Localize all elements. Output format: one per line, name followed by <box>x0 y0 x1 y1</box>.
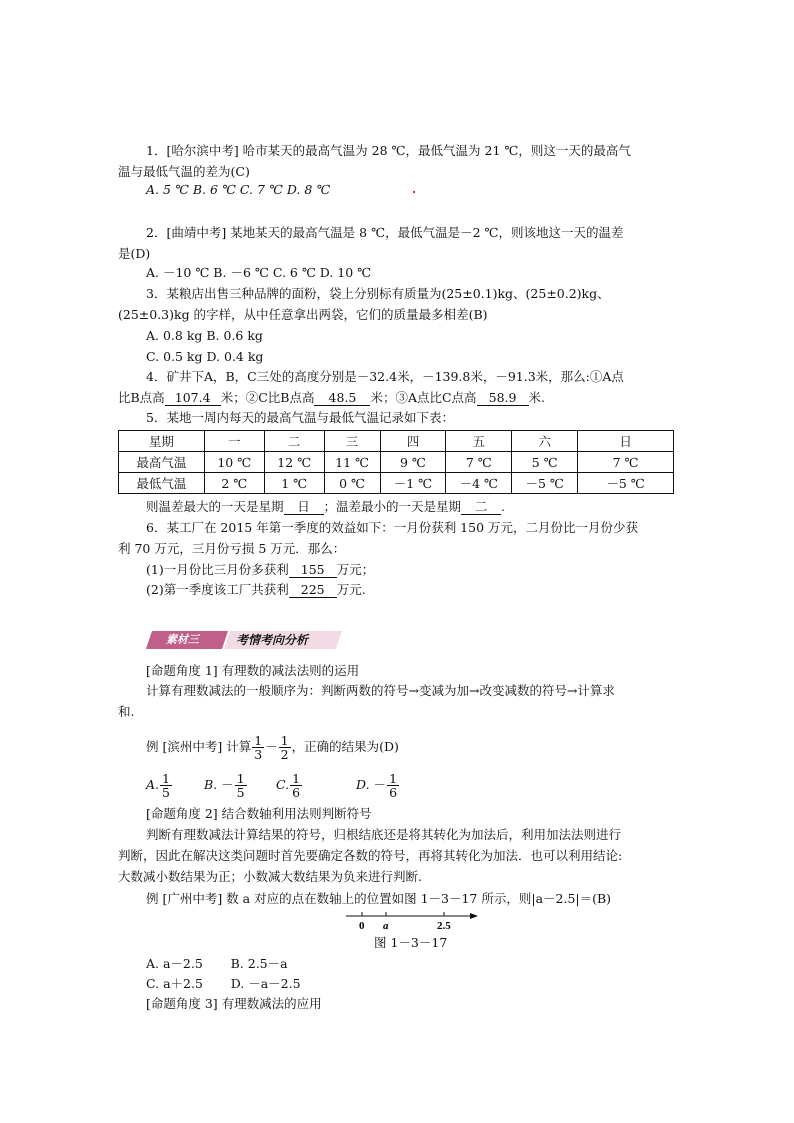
q6-sub1-answer: 155 <box>289 563 337 578</box>
q5-answer-1: 日 <box>284 500 324 515</box>
q1-line1: 1．[哈尔滨中考] 哈市某天的最高气温为 28 ℃，最低气温为 21 ℃，则这一天的最高气 <box>146 143 631 158</box>
table-cell: 星期 <box>119 431 205 452</box>
q4-answer-3: 58.9 <box>477 391 529 406</box>
q5-text-1: 则温差最大的一天是星期 <box>146 499 284 514</box>
angle2-example: 例 [广州中考] 数 a 对应的点在数轴上的位置如图 1－3－17 所示，则|a－2.5|＝(B) <box>146 891 612 906</box>
figure-caption: 图 1－3－17 <box>374 935 448 950</box>
table-cell: 10 ℃ <box>204 452 264 473</box>
q5-answer-line <box>146 499 505 515</box>
option-label: B. <box>204 777 218 792</box>
q6-sub2-suffix: 万元. <box>336 582 366 597</box>
table-cell: 11 ℃ <box>324 452 380 473</box>
q5-answer-2: 二 <box>461 500 501 515</box>
angle1-option-a <box>146 772 173 799</box>
q6-line1: 6．某工厂在 2015 年第一季度的效益如下：一月份获利 150 万元，二月份比一月份少获 <box>146 520 639 535</box>
table-row-high <box>119 452 674 473</box>
fraction-numerator: 1 <box>236 771 245 786</box>
fraction-denominator: 5 <box>236 785 245 800</box>
q4-answer-1: 107.4 <box>165 391 221 406</box>
angle2-options1: A. a－2.5 B. 2.5－a <box>146 956 288 971</box>
q4-line2 <box>118 390 545 406</box>
table-cell: 二 <box>264 431 324 452</box>
q2-line1: 2．[曲靖中考] 某地某天的最高气温是 8 ℃，最低气温是－2 ℃，则该地这一天的温差 <box>146 225 624 240</box>
option-sign: － <box>373 777 387 792</box>
q4-answer-2: 48.5 <box>314 391 370 406</box>
option-fraction <box>290 772 302 799</box>
fraction-denominator: 3 <box>254 747 263 762</box>
table-cell: 日 <box>578 431 674 452</box>
table-cell: －4 ℃ <box>446 473 512 494</box>
option-label: C. <box>276 777 290 792</box>
table-cell: 7 ℃ <box>446 452 512 473</box>
angle2-text1: 判断有理数减法计算结果的符号，归根结底还是将其转化为加法后，利用加法法则进行 <box>146 827 622 842</box>
tick-label-2-5: 2.5 <box>437 920 451 932</box>
angle1-example-prefix: 例 [滨州中考] 计算 <box>146 739 252 754</box>
fraction-one-third <box>252 734 264 761</box>
q6-sub2 <box>146 582 366 598</box>
table-cell: －1 ℃ <box>380 473 446 494</box>
q4-text-3: 米；③A点比C点高 <box>370 390 477 405</box>
angle1-option-d <box>356 772 400 799</box>
angle1-title: [命题角度 1] 有理数的减法法则的运用 <box>146 663 360 678</box>
angle2-text3: 大数减小数结果为正；小数减大数结果为负来进行判断. <box>118 869 422 884</box>
table-header-row <box>119 431 674 452</box>
q4-line1: 4．矿井下A，B，C三处的高度分别是－32.4米，－139.8米，－91.3米，那么:①A点 <box>146 369 624 384</box>
q6-sub1-prefix: (1)一月份比三月份多获利 <box>146 562 289 577</box>
angle1-option-c <box>276 772 303 799</box>
q6-sub2-prefix: (2)第一季度该工厂共获利 <box>146 582 289 597</box>
q3-options1: A. 0.8 kg B. 0.6 kg <box>146 328 263 343</box>
table-cell: 三 <box>324 431 380 452</box>
table-cell: 六 <box>512 431 578 452</box>
angle1-text1: 计算有理数减法的一般顺序为：判断两数的符号→变减为加→改变减数的符号→计算求 <box>146 683 615 698</box>
angle1-example-suffix: ，正确的结果为(D) <box>291 739 399 754</box>
option-fraction <box>387 772 399 799</box>
angle3-title: [命题角度 3] 有理数减法的应用 <box>146 996 322 1011</box>
q3-options2: C. 0.5 kg D. 0.4 kg <box>146 349 264 364</box>
fraction-numerator: 1 <box>292 771 301 786</box>
q4-text-1: 比B点高 <box>118 390 165 405</box>
table-cell: 2 ℃ <box>204 473 264 494</box>
angle1-option-b <box>204 772 248 799</box>
fraction-numerator: 1 <box>162 771 170 786</box>
red-dot-mark <box>413 191 415 193</box>
q5-text-2: ；温差最小的一天是星期 <box>323 499 462 514</box>
q5-line1: 5．某地一周内每天的最高气温与最低气温记录如下表： <box>146 410 454 425</box>
table-cell: 最低气温 <box>119 473 205 494</box>
q6-line2: 利 70 万元，三月份亏损 5 万元．那么： <box>118 541 346 556</box>
table-cell: 12 ℃ <box>264 452 324 473</box>
fraction-denominator: 6 <box>389 785 398 800</box>
angle2-title: [命题角度 2] 结合数轴利用法则判断符号 <box>146 806 372 821</box>
table-cell: 0 ℃ <box>324 473 380 494</box>
option-fraction <box>235 772 247 799</box>
q3-line1: 3．某粮店出售三种品牌的面粉，袋上分别标有质量为(25±0.1)kg、(25±0.2)kg、 <box>146 286 610 301</box>
q4-text-2: 米；②C比B点高 <box>220 390 315 405</box>
table-cell: －5 ℃ <box>512 473 578 494</box>
q1-line2: 温与最低气温的差为(C) <box>118 164 250 179</box>
table-cell: 最高气温 <box>119 452 205 473</box>
fraction-denominator: 5 <box>162 785 170 800</box>
fraction-numerator: 1 <box>280 733 289 748</box>
axis-arrow-icon <box>470 913 478 919</box>
q3-line2: (25±0.3)kg 的字样，从中任意拿出两袋，它们的质量最多相差(B) <box>118 307 488 322</box>
section-title: 考情考向分析 <box>236 633 309 647</box>
table-cell: 5 ℃ <box>512 452 578 473</box>
fraction-one-half <box>279 734 291 761</box>
q6-sub1 <box>146 562 374 578</box>
table-row-low <box>119 473 674 494</box>
q6-sub2-answer: 225 <box>289 583 337 598</box>
angle2-options2: C. a＋2.5 D. －a－2.5 <box>146 976 301 991</box>
table-cell: 四 <box>380 431 446 452</box>
option-sign: － <box>221 777 234 792</box>
tick-label-a: a <box>383 920 389 932</box>
table-cell: 9 ℃ <box>380 452 446 473</box>
q4-text-4: 米. <box>528 390 546 405</box>
q6-sub1-suffix: 万元； <box>336 562 375 577</box>
angle1-example: 例 [滨州中考] 计算 $\frac{1}{3}$ － $\frac{1}{2}$ ，正确的结果为(D) <box>146 733 399 762</box>
fraction-numerator: 1 <box>389 771 398 786</box>
table-cell: 五 <box>446 431 512 452</box>
q2-options: A. －10 ℃ B. －6 ℃ C. 6 ℃ D. 10 ℃ <box>146 265 372 280</box>
q2-line2: 是(D) <box>118 246 151 261</box>
fraction-numerator: 1 <box>254 733 263 748</box>
table-cell: －5 ℃ <box>578 473 674 494</box>
option-fraction <box>160 772 172 799</box>
fraction-denominator: 6 <box>292 785 301 800</box>
temperature-table <box>118 430 674 494</box>
angle2-text2: 判断，因此在解决这类问题时首先要确定各数的符号，再将其转化为加法．也可以利用结论: <box>118 848 623 863</box>
option-label: A. <box>146 777 160 792</box>
fraction-denominator: 2 <box>280 747 289 762</box>
q1-options: A. 5 ℃ B. 6 ℃ C. 7 ℃ D. 8 ℃ <box>146 182 331 197</box>
number-line-figure <box>344 910 480 934</box>
tick-label-zero: 0 <box>359 920 365 932</box>
option-label: D. <box>356 777 370 792</box>
table-cell: 一 <box>204 431 264 452</box>
angle1-text2: 和. <box>118 704 135 719</box>
section-tag: 素材三 <box>166 633 199 646</box>
table-cell: 1 ℃ <box>264 473 324 494</box>
q5-text-3: . <box>501 499 506 514</box>
table-cell: 7 ℃ <box>578 452 674 473</box>
